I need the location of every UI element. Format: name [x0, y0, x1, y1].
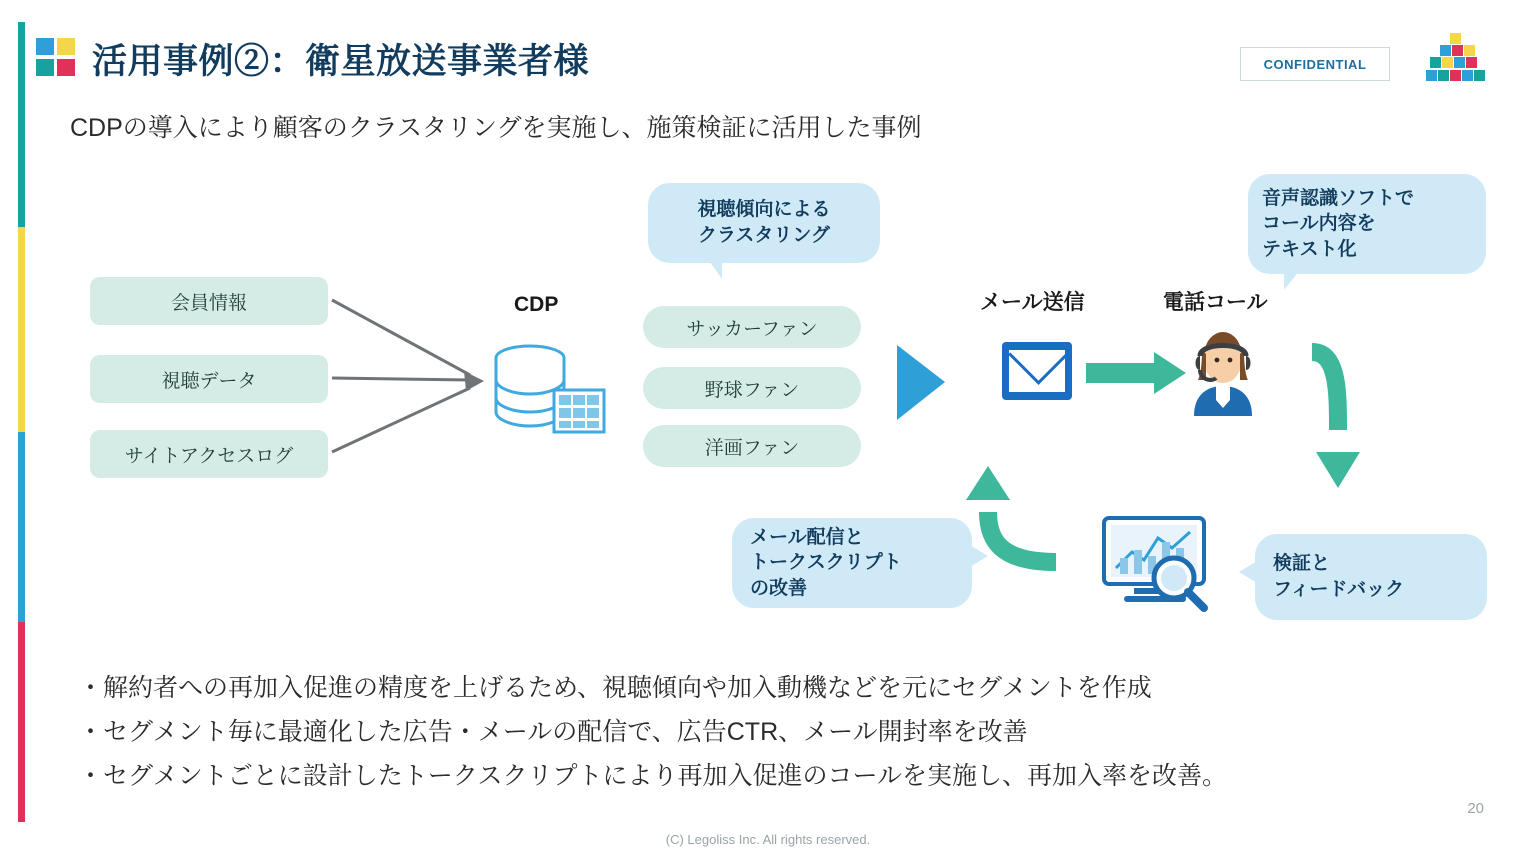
callout-tail [968, 544, 988, 568]
cluster-pill: サッカーファン [643, 306, 861, 348]
cluster-callout-line2: クラスタリング [697, 225, 831, 246]
rail-segment-yellow [18, 227, 25, 432]
feedback-callout-line2: フィードバック [1273, 579, 1405, 600]
data-source-pill: サイトアクセスログ [90, 430, 328, 478]
legoliss-blocks-logo-icon [1424, 33, 1486, 85]
callout-tail [1284, 270, 1300, 290]
rail-segment-blue [18, 432, 25, 622]
improve-callout-line3: の改善 [750, 577, 808, 599]
summary-bullets [78, 672, 1458, 803]
phone-call-label: 電話コール [1163, 291, 1268, 314]
rail-segment-pink [18, 622, 25, 822]
rail-segment-teal [18, 22, 25, 227]
page-number: 20 [1467, 800, 1484, 817]
feedback-callout-line1: 検証と [1273, 553, 1331, 575]
page-title: 活用事例②：衛星放送事業者様 [92, 42, 590, 81]
voice-recognition-callout [1248, 174, 1486, 274]
cdp-label: CDP [514, 293, 559, 316]
four-squares-icon [36, 38, 78, 78]
database-icon [490, 340, 612, 436]
voice-callout-line1: 音声認識ソフトで [1262, 187, 1415, 209]
mail-send-label: メール送信 [980, 291, 1085, 314]
feedback-callout [1255, 534, 1487, 620]
voice-callout-line3: テキスト化 [1262, 238, 1357, 260]
voice-callout-line2: コール内容を [1262, 213, 1376, 235]
bullet-item: ・解約者への再加入促進の精度を上げるため、視聴傾向や加入動機などを元にセグメントを作成 [78, 674, 1152, 702]
data-source-pill: 視聴データ [90, 355, 328, 403]
envelope-icon [1002, 342, 1072, 400]
analytics-dashboard-icon [1100, 512, 1218, 616]
cluster-callout [648, 183, 880, 263]
cluster-callout-line1: 視聴傾向による [697, 199, 831, 221]
cluster-pill: 洋画ファン [643, 425, 861, 467]
bullet-item: ・セグメントごとに設計したトークスクリプトにより再加入促進のコールを実施し、再加入率を改善。 [78, 761, 1228, 790]
status-badge: CONFIDENTIAL [1240, 47, 1390, 81]
improvement-callout [732, 518, 972, 608]
improve-callout-line2: トークスクリプト [750, 552, 902, 574]
bullet-item: ・セグメント毎に最適化した広告・メールの配信で、広告CTR、メール開封率を改善 [78, 717, 1028, 746]
callout-tail [1239, 560, 1259, 584]
callout-tail [708, 259, 722, 279]
cluster-pill: 野球ファン [643, 367, 861, 409]
slide-subtitle: CDPの導入により顧客のクラスタリングを実施し、施策検証に活用した事例 [70, 114, 922, 142]
headset-operator-icon [1186, 330, 1260, 416]
footer-copyright: (C) Legoliss Inc. All rights reserved. [665, 832, 871, 847]
data-source-pill: 会員情報 [90, 277, 328, 325]
improve-callout-line1: メール配信と [750, 526, 864, 548]
